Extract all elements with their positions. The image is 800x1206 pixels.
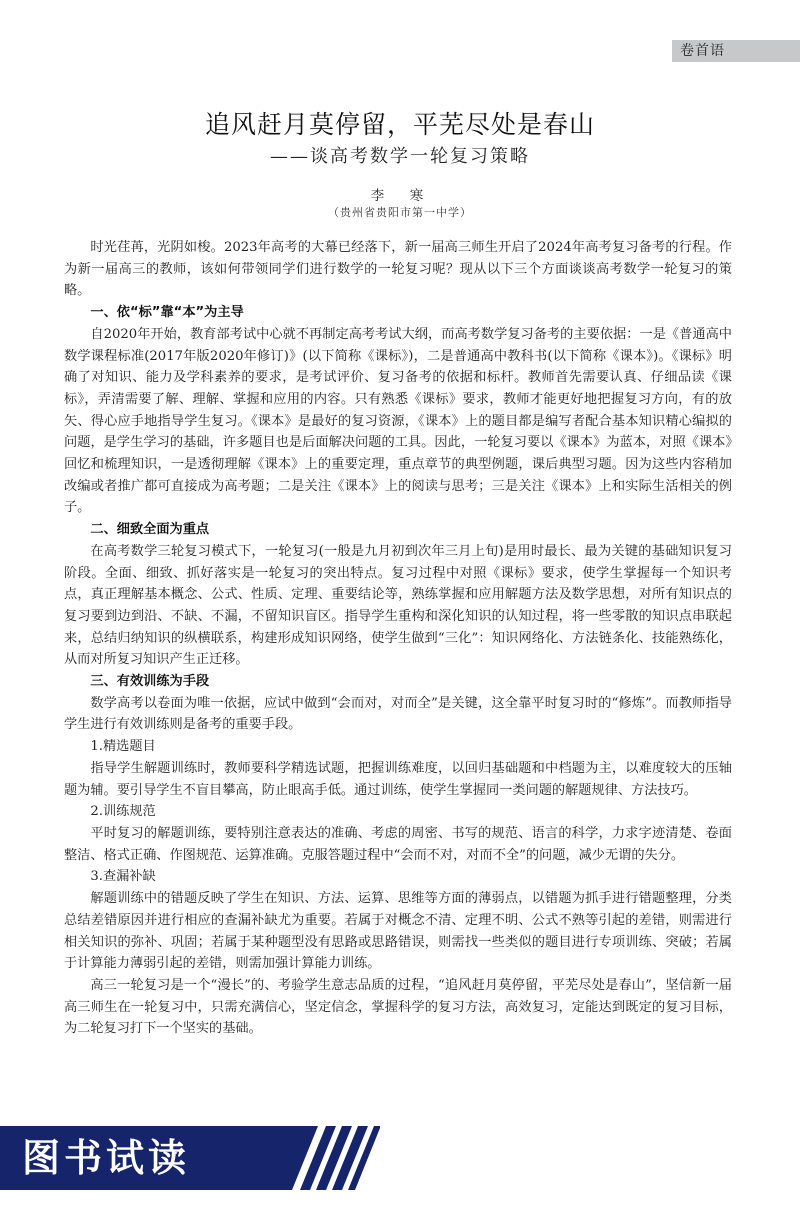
body-paragraph: 自2020年开始，教育部考试中心就不再制定高考考试大纲，而高考数学复习备考的主要依据：一是《普通高中数学课程标准(2017年版2020年修订)》(以下简称《课标》)，二是普通高中教科书(以下简称《课本》)。《课标》明确了对知识、能力及学科素养的要求，是考试评价、复习备考的依据和标杆。教师首先需要认真、仔细品读《课标》，弄清需要了解、理解、掌握和应用的内容。只有熟悉《课标》要求，教师才能更好地把握复习方向，有的放矢、得心应手地指导学生复习。《课本》是最好的复习资源，《课本》上的题目都是编写者配合基本知识精心编拟的问题，是学生学习的基础，许多题目也是后面解决问题的工具。因此，一轮复习要以《课本》为蓝本，对照《课本》回忆和梳理知识，一是透彻理解《课本》上的重要定理，重点章节的典型例题，课后典型习题。因为这些内容稍加改编或者推广都可直接成为高考题；二是关注《课本》上的阅读与思考；三是关注《课本》上和实际生活相关的例子。 [64, 326, 732, 516]
preview-banner [0, 1126, 380, 1190]
section-tag: 卷首语 [672, 40, 800, 62]
subsection-title: 3.查漏补缺 [90, 869, 156, 885]
article-title: 追风赶月莫停留，平芜尽处是春山 [204, 110, 595, 139]
section-heading: 三、有效训练为手段 [90, 674, 210, 690]
section-heading: 一、依“标”靠“本”为主导 [90, 305, 244, 321]
body-paragraph: 平时复习的解题训练，要特别注意表达的准确、考虑的周密、书写的规范、语言的科学，力求字迹清楚、卷面整洁、格式正确、作图规范、运算准确。克服答题过程中“会而不对，对而不全”的问题，减少无谓的失分。 [64, 825, 732, 863]
section-heading: 二、细致全面为重点 [90, 522, 210, 538]
body-paragraph: 解题训练中的错题反映了学生在知识、方法、运算、思维等方面的薄弱点，以错题为抓手进行错题整理，分类总结差错原因并进行相应的查漏补缺尤为重要。若属于对概念不清、定理不明、公式不熟等引起的差错，则需进行相关知识的弥补、巩固；若属于某种题型没有思路或思路错误，则需找一些类似的题目进行专项训练、突破；若属于计算能力薄弱引起的差错，则需加强计算能力训练。 [64, 891, 732, 972]
banner-label: 图书试读 [22, 1136, 191, 1180]
body-paragraph: 指导学生解题训练时，教师要科学精选试题，把握训练难度，以回归基础题和中档题为主，以难度较大的压轴题为辅。要引导学生不盲目攀高，防止眼高手低。通过训练，使学生掌握同一类问题的解题规律、方法技巧。 [64, 760, 732, 798]
subsection-title: 1.精选题目 [90, 739, 156, 755]
intro-paragraph: 时光荏苒，光阴如梭。2023年高考的大幕已经落下，新一届高三师生开启了2024年高考复习备考的行程。作为新一届高三的教师，该如何带领同学们进行数学的一轮复习呢？现从以下三个方面谈谈高考数学一轮复习的策略。 [64, 240, 732, 299]
conclusion-paragraph: 高三一轮复习是一个“漫长”的、考验学生意志品质的过程，“追风赶月莫停留，平芜尽处是春山”，坚信新一届高三师生在一轮复习中，只需充满信心，坚定信念，掌握科学的复习方法，高效复习，定能达到既定的复习目标，为二轮复习打下一个坚实的基础。 [64, 977, 732, 1037]
subsection-title: 2.训练规范 [90, 804, 156, 820]
body-paragraph: 在高考数学三轮复习模式下，一轮复习(一般是九月初到次年三月上旬)是用时最长、最为关键的基础知识复习阶段。全面、细致、抓好落实是一轮复习的突出特点。复习过程中对照《课标》要求，使学生掌握每一个知识考点，真正理解基本概念、公式、性质、定理、重要结论等，熟练掌握和应用解题方法及数学思想，对所有知识点的复习要到边到沿、不缺、不漏，不留知识盲区。指导学生重构和深化知识的认知过程，将一些零散的知识点串联起来，总结归纳知识的纵横联系，构建形成知识网络，使学生做到“三化”：知识网络化、方法链条化、技能熟练化，从而对所复习知识产生正迁移。 [64, 543, 732, 668]
article-subtitle: ——谈高考数学一轮复习策略 [270, 146, 530, 167]
body-paragraph: 数学高考以卷面为唯一依据，应试中做到“会而对，对而全”是关键，这全靠平时复习时的“修炼”。而教师指导学生进行有效训练则是备考的重要手段。 [64, 695, 732, 733]
author-affiliation: （贵州省贵阳市第一中学） [328, 206, 472, 219]
article-body [64, 237, 732, 1040]
author-name: 李 寒 [370, 188, 430, 204]
